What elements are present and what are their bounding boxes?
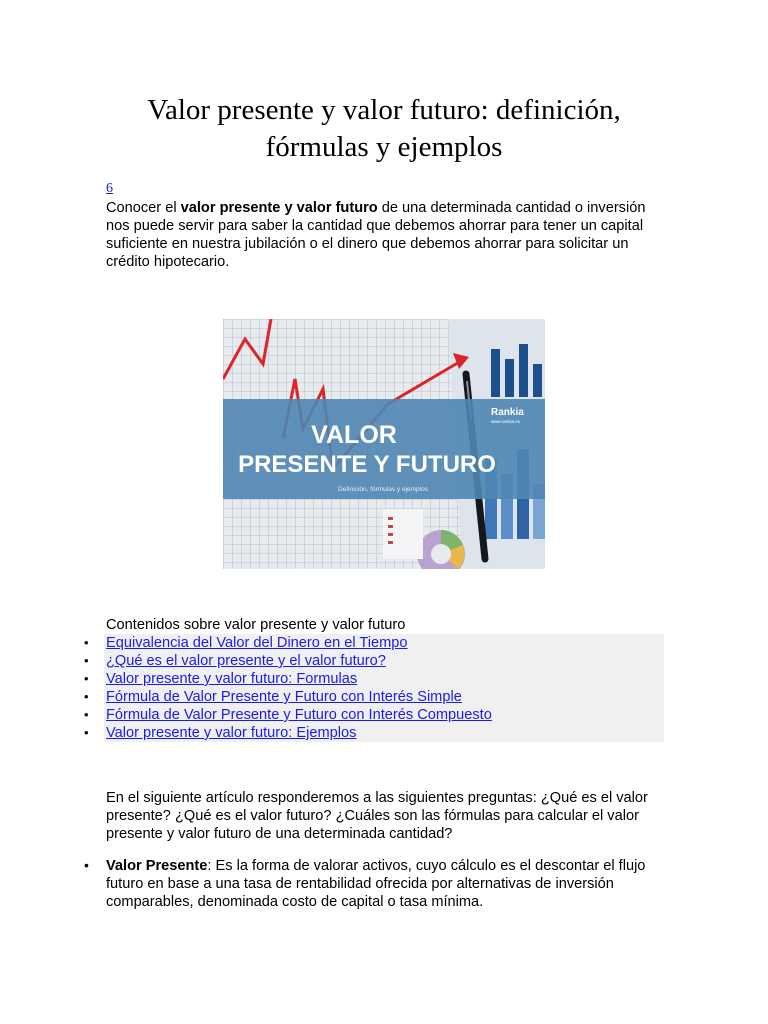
definition-text: : Es la forma de valorar activos, cuyo cálculo es el descontar el flujo futuro en base a una tasa de rentabilidad ofrecida por alternativas de inversión comparables, denominada costo de capital o tasa mínima. <box>106 858 646 910</box>
toc-heading: Contenidos sobre valor presente y valor futuro <box>106 617 406 633</box>
intro-before: Conocer el <box>106 200 181 216</box>
toc-bullet: • <box>84 689 89 704</box>
page-link[interactable]: 6 <box>106 181 113 196</box>
definition-term: Valor Presente <box>106 858 208 874</box>
toc-bullet: • <box>84 671 89 686</box>
toc-link-equivalencia[interactable]: Equivalencia del Valor del Dinero en el Tiempo <box>106 635 408 651</box>
toc-bullet: • <box>84 707 89 722</box>
definition-bullet: • <box>84 857 89 873</box>
hero-image <box>223 319 545 569</box>
hero-brand-logo: Rankia <box>491 407 524 418</box>
hero-brand-url: www.rankia.es <box>491 419 521 424</box>
toc-link-que-es[interactable]: ¿Qué es el valor presente y el valor futuro? <box>106 653 386 669</box>
toc-bullet: • <box>84 635 89 650</box>
hero-title-line1: VALOR <box>311 421 397 449</box>
toc-link-formulas[interactable]: Valor presente y valor futuro: Formulas <box>106 671 358 687</box>
intro-bold: valor presente y valor futuro <box>180 200 378 216</box>
toc-link-ejemplos[interactable]: Valor presente y valor futuro: Ejemplos <box>106 725 357 741</box>
intro-paragraph <box>106 199 666 271</box>
hero-title-line2: PRESENTE Y FUTURO <box>238 451 496 478</box>
toc-link-interes-simple[interactable]: Fórmula de Valor Presente y Futuro con Interés Simple <box>106 689 462 705</box>
definition-paragraph <box>106 857 666 911</box>
intro-after: de una determinada cantidad o inversión nos puede servir para saber la cantidad que debemos ahorrar para tener un capital suficiente en nuestra jubilación o el dinero que debemos ahorrar para solicitar un crédito hipotecario. <box>106 200 646 270</box>
toc-bullet: • <box>84 725 89 740</box>
toc-bullet: • <box>84 653 89 668</box>
hero-subtitle: Definición, fórmulas y ejemplos <box>338 486 428 493</box>
questions-paragraph: En el siguiente artículo responderemos a las siguientes preguntas: ¿Qué es el valor presente? ¿Qué es el valor futuro? ¿Cuáles son las fórmulas para calcular el valor presente y valor futuro de una determinada cantidad? <box>106 790 648 842</box>
page-title: Valor presente y valor futuro: definición, fórmulas y ejemplos <box>147 94 621 163</box>
toc-link-interes-compuesto[interactable]: Fórmula de Valor Presente y Futuro con Interés Compuesto <box>106 707 492 723</box>
